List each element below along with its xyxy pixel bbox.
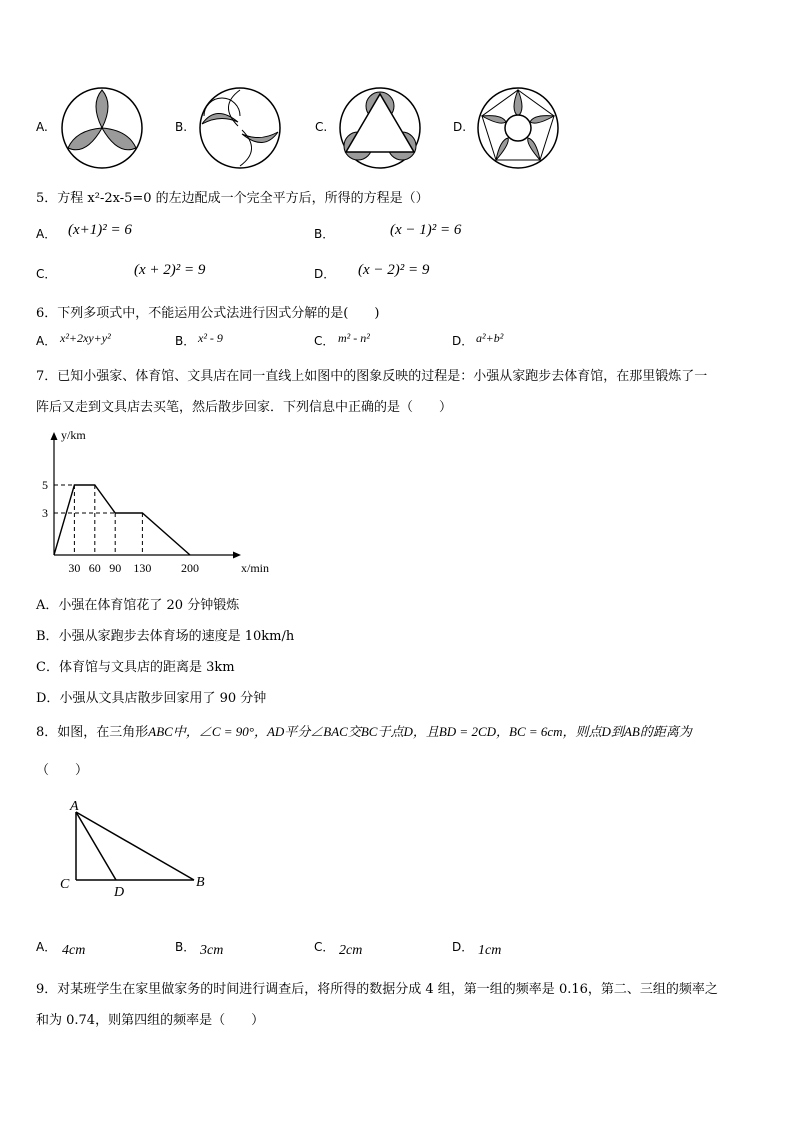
q4-figure-b <box>198 86 282 170</box>
q7-option-c-label: C． <box>36 660 59 675</box>
q6-option-d: a²+b² <box>476 331 504 345</box>
q6-option-d-label: D． <box>452 334 474 348</box>
q4-figure-d <box>476 86 560 170</box>
q4-option-d-label: D. <box>453 120 467 134</box>
q7-option-a <box>36 594 239 613</box>
y-tick-3: 3 <box>42 506 48 520</box>
x-tick-30: 30 <box>68 561 81 575</box>
q8-paren: （ ） <box>36 763 89 778</box>
q8-option-c-label: C． <box>314 940 335 954</box>
q7-stem-line1: 7．已知小强家、体育馆、文具店在同一直线上如图中的图象反映的过程是：小强从家跑步去体育馆，在那里锻炼了一 <box>36 369 708 384</box>
q5-option-c: (x + 2)² = 9 <box>134 262 206 278</box>
q7-option-d <box>36 687 266 706</box>
q7-option-d-text: 小强从文具店散步回家用了 90 分钟 <box>59 691 267 706</box>
q8-option-b-label: B． <box>175 940 196 954</box>
y-tick-5: 5 <box>42 478 48 492</box>
q6-option-c: m² - n² <box>338 331 370 345</box>
q7-option-a-label: A． <box>36 598 59 613</box>
q8-label-c: C <box>60 877 70 892</box>
q4-figure-a <box>60 86 144 170</box>
y-axis-arrow <box>51 432 58 440</box>
q6-stem: 6．下列多项式中，不能运用公式法进行因式分解的是( ) <box>36 306 380 321</box>
q6-option-a-label: A． <box>36 334 57 348</box>
q8-option-d-label: D． <box>452 940 474 954</box>
x-tick-90: 90 <box>109 561 122 575</box>
q7-option-d-label: D． <box>36 691 60 706</box>
q9-stem-line1: 9．对某班学生在家里做家务的时间进行调查后，将所得的数据分成 4 组，第一组的频率是 0.16，第二、三组的频率之 <box>36 982 718 997</box>
q8-triangle-figure <box>56 798 216 902</box>
q7-option-b-text: 小强从家跑步去体育场的速度是 10km/h <box>58 629 295 644</box>
q7-option-c-text: 体育馆与文具店的距离是 3km <box>58 660 235 675</box>
x-tick-60: 60 <box>88 561 101 575</box>
q4-figure-c <box>338 86 422 170</box>
q4-option-b-label: B. <box>175 120 188 134</box>
q5-option-b: (x − 1)² = 6 <box>390 222 462 238</box>
q6-option-b-label: B． <box>175 334 196 348</box>
q5-option-d: (x − 2)² = 9 <box>358 262 430 278</box>
q6-option-a: x²+2xy+y² <box>60 331 111 345</box>
q8-option-a: 4cm <box>62 943 86 958</box>
q6-option-b: x² - 9 <box>198 331 223 345</box>
q5-option-a-label: A． <box>36 227 57 241</box>
q8-stem-rest: ABC中，∠C = 90°，AD平分∠BAC交BC于点D，且BD = 2CD，BC = 6cm，则点D到AB的距离为 <box>148 724 692 739</box>
x-axis-arrow <box>233 552 241 559</box>
q5-option-b-label: B． <box>314 227 335 241</box>
y-axis-label: y/km <box>61 428 86 442</box>
q8-option-c: 2cm <box>339 943 363 958</box>
q6-option-c-label: C． <box>314 334 335 348</box>
q4-option-a-label: A. <box>36 120 48 134</box>
q9-stem-line2: 和为 0.74，则第四组的频率是（ ） <box>36 1013 265 1028</box>
q8-stem-prefix: 8．如图，在三角形 <box>36 725 149 740</box>
q7-distance-time-chart <box>36 424 276 580</box>
q8-label-a: A <box>70 799 79 814</box>
q8-option-a-label: A． <box>36 940 57 954</box>
q7-stem-line2: 阵后又走到文具店去买笔，然后散步回家．下列信息中正确的是（ ） <box>36 400 453 415</box>
q8-option-d: 1cm <box>478 943 502 958</box>
q7-option-a-text: 小强在体育馆花了 20 分钟锻炼 <box>58 598 240 613</box>
q8-label-d: D <box>114 885 125 900</box>
q5-stem: 5．方程 x²-2x-5=0 的左边配成一个完全平方后，所得的方程是（） <box>36 191 429 206</box>
q5-option-c-label: C． <box>36 267 57 281</box>
q7-option-b-label: B． <box>36 629 59 644</box>
q8-option-b: 3cm <box>200 943 224 958</box>
x-tick-200: 200 <box>181 561 199 575</box>
q5-option-a: (x+1)² = 6 <box>68 222 132 238</box>
q7-option-b <box>36 625 294 644</box>
q5-option-d-label: D． <box>314 267 336 281</box>
x-tick-130: 130 <box>133 561 152 575</box>
x-axis-label: x/min <box>241 561 270 575</box>
q8-stem <box>36 721 692 740</box>
q7-option-c <box>36 656 235 675</box>
q8-label-b: B <box>196 875 205 890</box>
q4-option-c-label: C. <box>315 120 328 134</box>
